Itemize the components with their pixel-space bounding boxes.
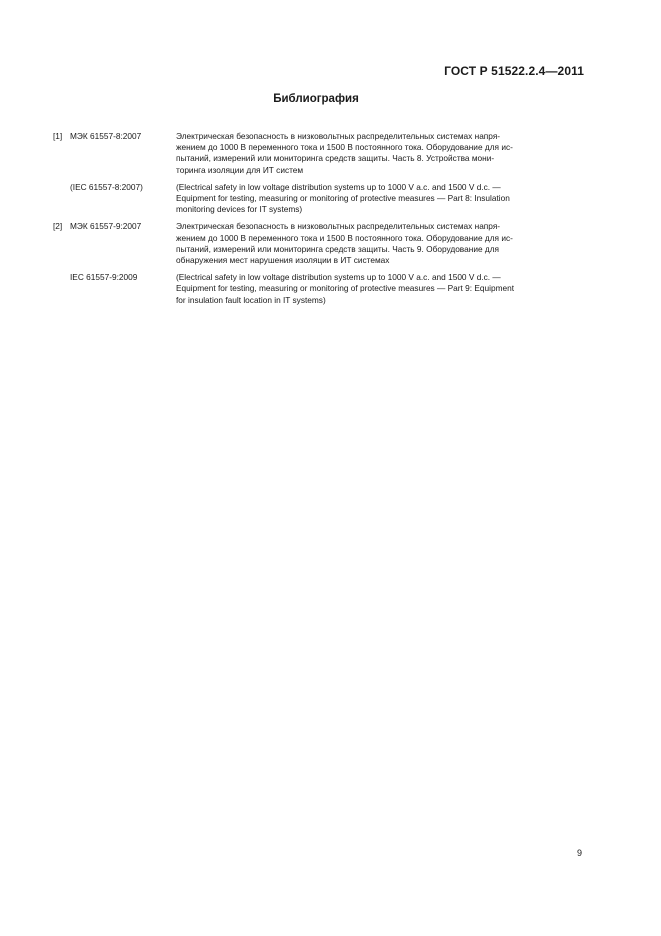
standard-header: ГОСТ Р 51522.2.4—2011: [444, 64, 584, 78]
page-title: Библиография: [273, 93, 359, 105]
bibliography-entry: [53, 131, 587, 176]
entry-number: [1]: [53, 131, 63, 141]
entry-text: (Electrical safety in low voltage distribution systems up to 1000 V a.c. and 1500 V d.c. — Equipment for testing, measuring or monitoring of protective measures — Part 8: Insulation monitoring devices for IT systems): [176, 181, 510, 215]
entry-code: IEC 61557-9:2009: [70, 272, 138, 283]
entry-code: МЭК 61557-8:2007: [70, 131, 142, 141]
entry-number: [53, 272, 70, 306]
entry-code: МЭК 61557-9:2007: [70, 221, 142, 232]
entry-code: (IEC 61557-8:2007): [70, 181, 143, 192]
bibliography-entry: [53, 182, 587, 216]
entry-number: [53, 182, 70, 216]
bibliography-entry: [53, 272, 587, 306]
entry-number: [2]: [53, 221, 63, 232]
entry-text: Электрическая безопасность в низковольтных распределительных системах напря- жением до 1000 В переменного тока и 1500 В постоянного тока. Оборудование для ис- пытаний, измерений или мониторинга средств защиты. Часть 9. Оборудование для обнаружения мест нарушения изоляции в ИТ системах: [176, 221, 513, 266]
bibliography-list: [53, 131, 587, 312]
bibliography-entry: [53, 221, 587, 266]
entry-text: Электрическая безопасность в низковольтных распределительных системах напря- жением до 1000 В переменного тока и 1500 В постоянного тока. Оборудование для ис- пытаний, измерений или мониторинга средств защиты. Часть 8. Устройства мони- торинга изоляции для ИТ систем: [176, 131, 513, 175]
entry-text: (Electrical safety in low voltage distribution systems up to 1000 V a.c. and 1500 V d.c. — Equipment for testing, measuring or monitoring of protective measures — Part 9: Equipment for insulation fault location in IT systems): [176, 272, 515, 305]
page-number: 9: [576, 848, 582, 858]
